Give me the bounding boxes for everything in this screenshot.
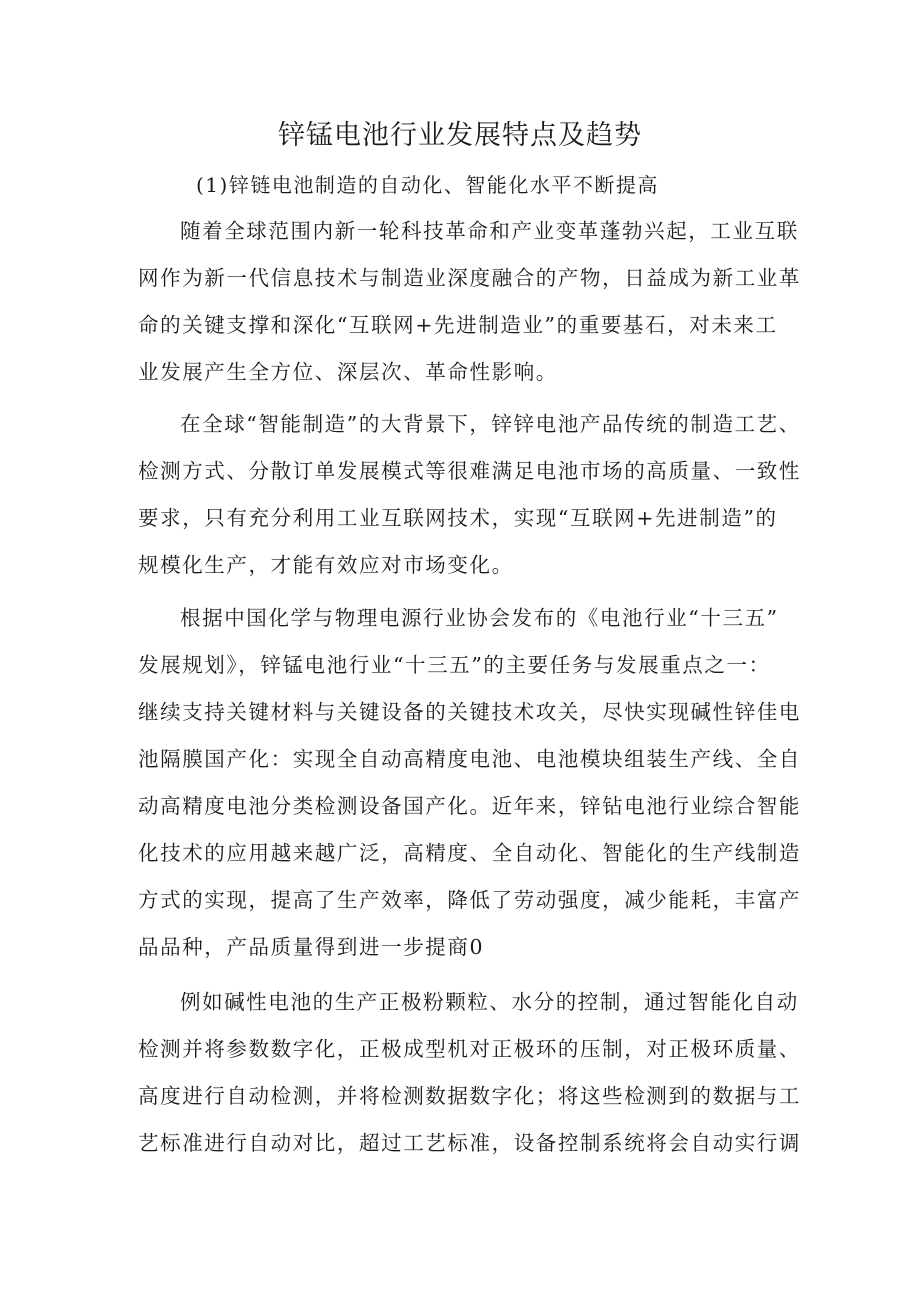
paragraph-line: 要求，只有充分利用工业互联网技术，实现“互联网+先进制造”的 <box>138 506 778 530</box>
paragraph-2 <box>138 401 801 589</box>
paragraph-line: 动高精度电池分类检测设备国产化。近年来，锌钻电池行业综合智能 <box>138 794 801 818</box>
paragraph-line: 规模化生产，才能有效应对市场变化。 <box>138 553 514 577</box>
paragraph-line: 检测方式、分散订单发展模式等很难满足电池市场的高质量、一致性 <box>138 459 801 483</box>
paragraph-line: 在全球“智能制造”的大背景下，锌锌电池产品传统的制造工艺、 <box>180 412 801 436</box>
paragraph-line: 发展规划》，锌锰电池行业“十三五”的主要任务与发展重点之一： <box>138 653 771 677</box>
paragraph-line: 高度进行自动检测，并将检测数据数字化；将这些检测到的数据与工 <box>138 1084 801 1108</box>
document-title: 锌锰电池行业发展特点及趋势 <box>278 120 642 151</box>
paragraph-1 <box>138 208 801 396</box>
paragraph-line: 随着全球范围内新一轮科技革命和产业变革蓬勃兴起，工业互联 <box>180 219 799 243</box>
section-heading: (1)锌链电池制造的自动化、智能化水平不断提高 <box>196 173 659 197</box>
paragraph-line: 方式的实现，提高了生产效率，降低了劳动强度，减少能耗，丰富产 <box>138 888 801 912</box>
paragraph-line: 根据中国化学与物理电源行业协会发布的《电池行业“十三五” <box>180 606 779 630</box>
paragraph-line: 品品种，产品质量得到进一步提商0 <box>138 935 485 959</box>
paragraph-line: 化技术的应用越来越广泛，高精度、全自动化、智能化的生产线制造 <box>138 841 801 865</box>
paragraph-line: 检测并将参数数字化，正极成型机对正极环的压制，对正极环质量、 <box>138 1037 801 1061</box>
paragraph-line: 网作为新一代信息技术与制造业深度融合的产物，日益成为新工业革 <box>138 266 801 290</box>
paragraph-line: 例如碱性电池的生产正极粉颗粒、水分的控制，通过智能化自动 <box>180 990 799 1014</box>
paragraph-line: 池隔膜国产化：实现全自动高精度电池、电池模块组装生产线、全自 <box>138 747 801 771</box>
paragraph-4 <box>138 979 801 1167</box>
paragraph-line: 命的关键支撑和深化“互联网+先进制造业”的重要基石，对未来工 <box>138 313 778 337</box>
paragraph-line: 艺标准进行自动对比，超过工艺标准，设备控制系统将会自动实行调 <box>138 1131 801 1155</box>
paragraph-3 <box>138 595 801 971</box>
paragraph-line: 业发展产生全方位、深层次、革命性影响。 <box>138 360 558 384</box>
paragraph-line: 继续支持关键材料与关键设备的关键技术攻关，尽快实现碱性锌佳电 <box>138 700 801 724</box>
